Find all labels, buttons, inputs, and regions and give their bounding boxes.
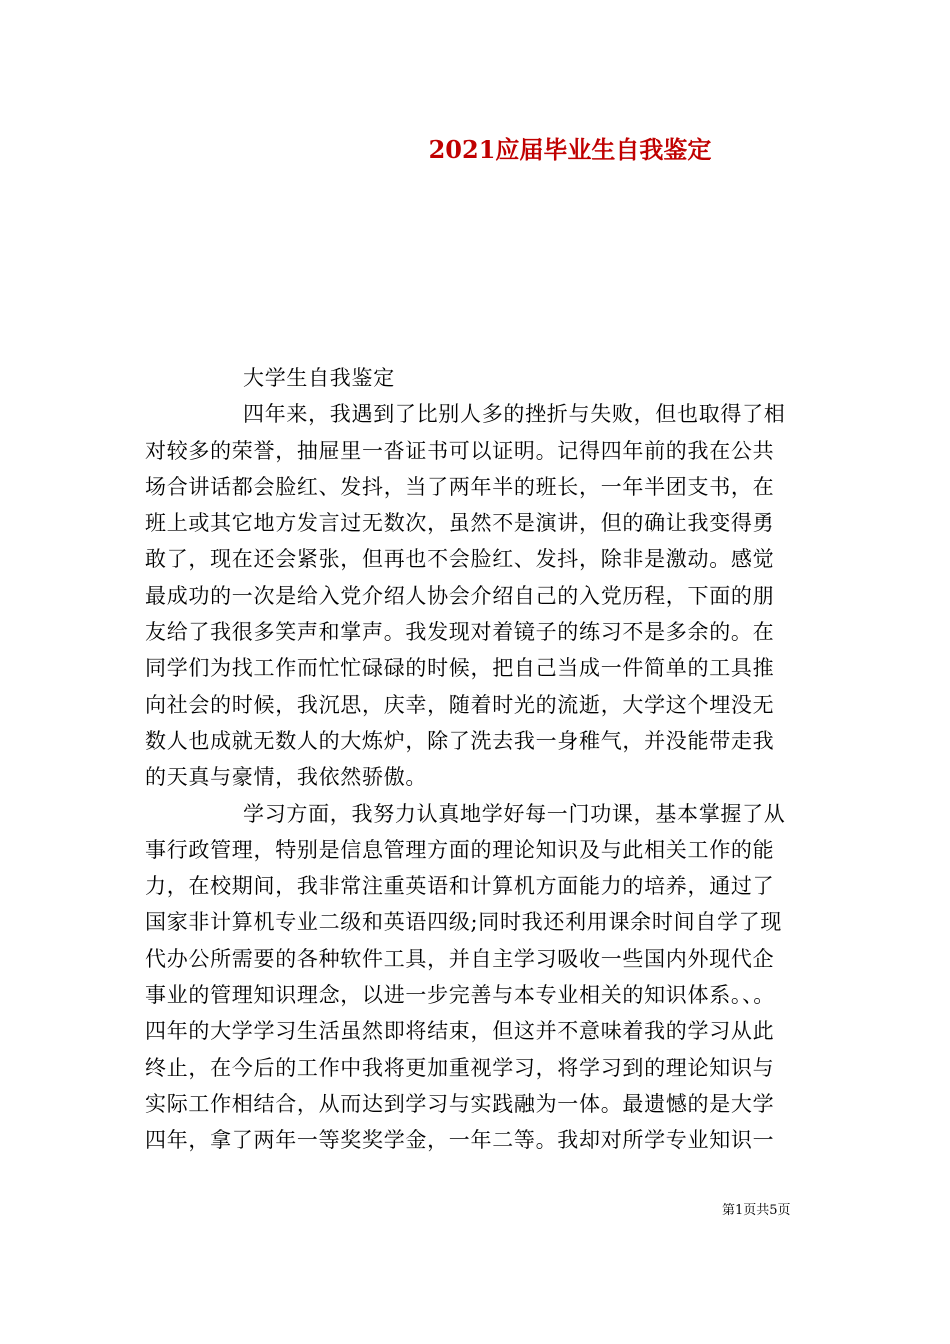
paragraph-line: 四年，拿了两年一等奖奖学金，一年二等。我却对所学专业知识一 bbox=[145, 1128, 775, 1153]
paragraph-line: 数人也成就无数人的大炼炉，除了洗去我一身稚气，并没能带走我 bbox=[145, 728, 775, 753]
paragraph-line: 国家非计算机专业二级和英语四级;同时我还利用课余时间自学了现 bbox=[145, 910, 783, 935]
paragraph-line: 同学们为找工作而忙忙碌碌的时候，把自己当成一件简单的工具推 bbox=[145, 656, 775, 681]
paragraph-line: 友给了我很多笑声和掌声。我发现对着镜子的练习不是多余的。在 bbox=[145, 620, 775, 645]
paragraph-line: 学习方面，我努力认真地学好每一门功课，基本掌握了从 bbox=[243, 801, 786, 826]
paragraph-line: 向社会的时候，我沉思，庆幸，随着时光的流逝，大学这个埋没无 bbox=[145, 692, 775, 717]
document-body bbox=[145, 360, 813, 1159]
paragraph-line: 的天真与豪情，我依然骄傲。 bbox=[145, 765, 428, 790]
paragraph-line: 事行政管理，特别是信息管理方面的理论知识及与此相关工作的能 bbox=[145, 837, 775, 862]
paragraph-line: 场合讲话都会脸红、发抖，当了两年半的班长，一年半团支书，在 bbox=[145, 474, 775, 499]
paragraph-line: 代办公所需要的各种软件工具，并自主学习吸收一些国内外现代企 bbox=[145, 946, 775, 971]
paragraph-line: 敢了，现在还会紧张，但再也不会脸红、发抖，除非是激动。感觉 bbox=[145, 547, 775, 572]
paragraph-line: 实际工作相结合，从而达到学习与实践融为一体。最遗憾的是大学 bbox=[145, 1091, 775, 1116]
section-heading: 大学生自我鉴定 bbox=[243, 366, 395, 390]
paragraph-line: 事业的管理知识理念，以进一步完善与本专业相关的知识体系。、。 bbox=[145, 983, 775, 1008]
paragraph-line: 对较多的荣誉，抽屉里一沓证书可以证明。记得四年前的我在公共 bbox=[145, 438, 775, 463]
paragraph-line: 终止，在今后的工作中我将更加重视学习，将学习到的理论知识与 bbox=[145, 1055, 775, 1080]
paragraph-line: 班上或其它地方发言过无数次，虽然不是演讲，但的确让我变得勇 bbox=[145, 511, 775, 536]
paragraph-line: 最成功的一次是给入党介绍人协会介绍自己的入党历程，下面的朋 bbox=[145, 583, 775, 608]
paragraph-line: 力，在校期间，我非常注重英语和计算机方面能力的培养，通过了 bbox=[145, 874, 775, 899]
paragraph-line: 四年来，我遇到了比别人多的挫折与失败，但也取得了相 bbox=[243, 402, 786, 427]
page-title: 2021应届毕业生自我鉴定 bbox=[428, 135, 712, 164]
paragraph-line: 四年的大学学习生活虽然即将结束，但这并不意味着我的学习从此 bbox=[145, 1019, 775, 1044]
page-number: 第1页共5页 bbox=[722, 1203, 791, 1218]
